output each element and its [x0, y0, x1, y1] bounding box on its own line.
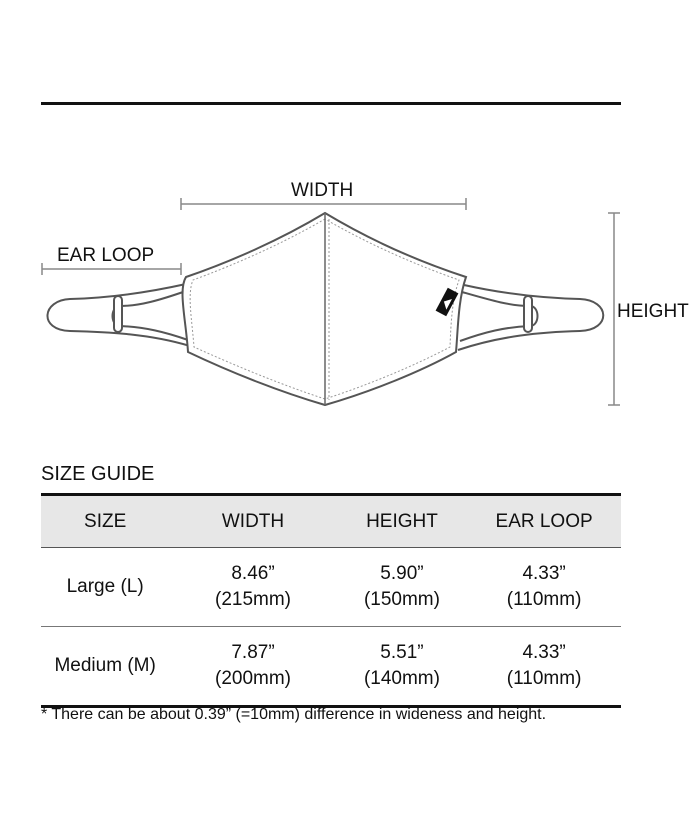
ear-loop-cell [467, 627, 621, 707]
ear-loop-cell [467, 548, 621, 627]
size-note: * There can be about 0.39” (=10mm) difference in wideness and height. [41, 706, 547, 723]
height-label: HEIGHT [617, 301, 689, 322]
ear-loop-mm: (110mm) [506, 668, 582, 689]
left-ear-loop [47, 284, 190, 346]
mask-body [183, 213, 466, 405]
height-mm: (140mm) [363, 668, 440, 689]
width-inch: 8.46” [231, 563, 275, 584]
height-inch: 5.51” [380, 642, 424, 663]
height-cell [337, 627, 467, 707]
width-label: WIDTH [291, 180, 354, 201]
ear-loop-label: EAR LOOP [57, 245, 155, 266]
height-mm: (150mm) [363, 589, 440, 610]
height-inch: 5.90” [380, 563, 424, 584]
table-row [41, 548, 621, 627]
header-ear-loop: EAR LOOP [467, 495, 621, 548]
size-guide-title: SIZE GUIDE [41, 463, 155, 485]
width-inch: 7.87” [231, 642, 275, 663]
ear-loop-mm: (110mm) [506, 589, 582, 610]
size-cell: Large (L) [41, 548, 169, 627]
table-row [41, 627, 621, 707]
ear-loop-inch: 4.33” [522, 563, 566, 584]
table-header-row [41, 495, 621, 548]
header-width: WIDTH [169, 495, 336, 548]
width-cell [169, 627, 336, 707]
right-ear-loop [458, 285, 603, 350]
width-mm: (215mm) [215, 589, 292, 610]
width-mm: (200mm) [215, 668, 292, 689]
header-height: HEIGHT [337, 495, 467, 548]
header-size: SIZE [41, 495, 169, 548]
size-cell: Medium (M) [41, 627, 169, 707]
width-cell [169, 548, 336, 627]
ear-loop-inch: 4.33” [522, 642, 566, 663]
height-cell [337, 548, 467, 627]
size-guide-table [41, 493, 621, 708]
